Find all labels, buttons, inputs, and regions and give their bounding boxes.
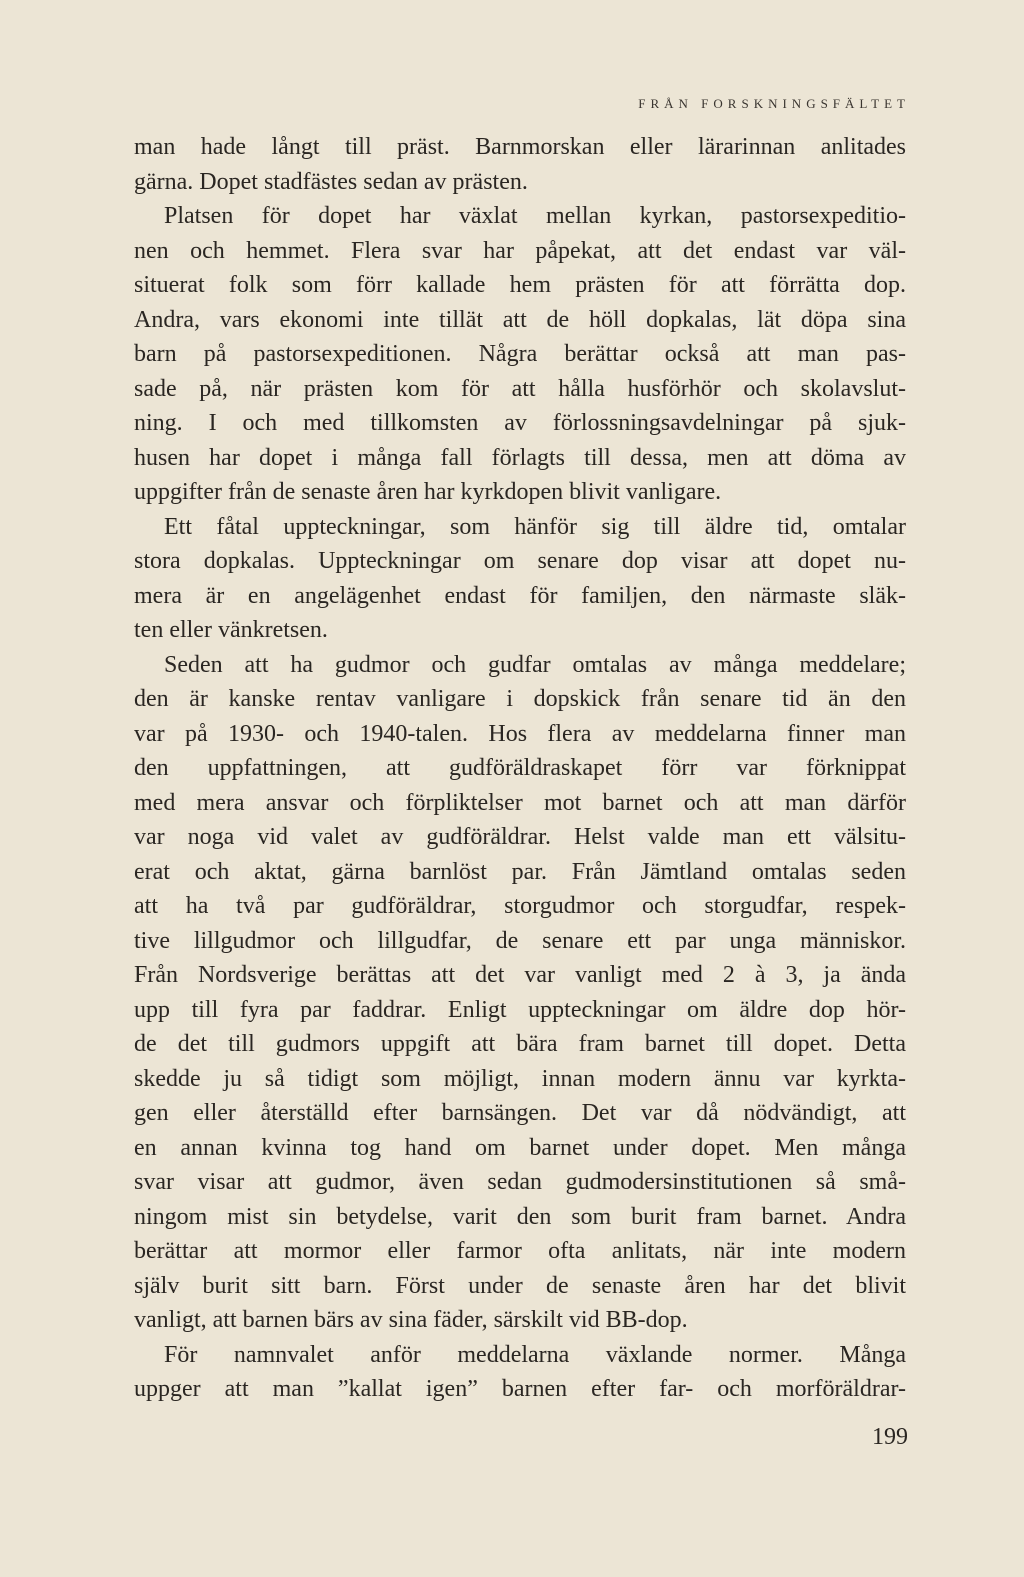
text-line: med mera ansvar och förpliktelser mot barnet och att man därför [134, 789, 906, 816]
text-line: sade på, när prästen kom för att hålla husförhör och skolavslut- [134, 375, 906, 402]
text-line: nen och hemmet. Flera svar har påpekat, att det endast var väl- [134, 237, 906, 264]
text-line: gen eller återställd efter barnsängen. Det var då nödvändigt, att [134, 1100, 906, 1126]
text-line: svar visar att gudmor, även sedan gudmodersinstitutionen så små- [134, 1169, 906, 1195]
text-line: vanligt, att barnen bärs av sina fäder, särskilt vid BB-dop. [134, 1307, 688, 1333]
page-number: 199 [872, 1424, 908, 1450]
text-line: berättar att mormor eller farmor ofta anlitats, när inte modern [134, 1238, 906, 1264]
text-line: Andra, vars ekonomi inte tillät att de höll dopkalas, lät döpa sina [134, 306, 906, 333]
text-line: ningom mist sin betydelse, varit den som burit fram barnet. Andra [134, 1203, 906, 1230]
text-line: den är kanske rentav vanligare i dopskick från senare tid än den [134, 686, 906, 712]
text-line: barn på pastorsexpeditionen. Några berättar också att man pas- [134, 341, 906, 367]
text-line: Från Nordsverige berättas att det var vanligt med 2 à 3, ja ända [134, 962, 906, 988]
text-line: de det till gudmors uppgift att bära fram barnet till dopet. Detta [134, 1031, 906, 1057]
text-line: stora dopkalas. Uppteckningar om senare dop visar att dopet nu- [134, 548, 906, 574]
text-line: upp till fyra par faddrar. Enligt uppteckningar om äldre dop hör- [134, 996, 906, 1023]
running-head: FRÅN FORSKNINGSFÄLTET [638, 96, 910, 111]
text-line: skedde ju så tidigt som möjligt, innan modern ännu var kyrkta- [134, 1065, 906, 1092]
text-line: Ett fåtal uppteckningar, som hänför sig till äldre tid, omtalar [164, 513, 906, 540]
text-line: situerat folk som förr kallade hem prästen för att förrätta dop. [134, 272, 906, 298]
text-line: erat och aktat, gärna barnlöst par. Från Jämtland omtalas seden [134, 858, 906, 885]
text-line: uppger att man ”kallat igen” barnen efter far- och morföräldrar- [134, 1376, 906, 1402]
text-line: en annan kvinna tog hand om barnet under dopet. Men många [134, 1134, 906, 1161]
text-line: man hade långt till präst. Barnmorskan eller lärarinnan anlitades [134, 134, 906, 160]
text-line: Platsen för dopet har växlat mellan kyrkan, pastorsexpeditio- [164, 203, 906, 229]
text-line: ten eller vänkretsen. [134, 617, 328, 643]
text-line: Seden att ha gudmor och gudfar omtalas av många meddelare; [164, 651, 906, 678]
text-line: För namnvalet anför meddelarna växlande normer. Många [164, 1341, 906, 1368]
text-line: att ha två par gudföräldrar, storgudmor och storgudfar, respek- [134, 893, 906, 919]
text-line: husen har dopet i många fall förlagts till dessa, men att döma av [134, 444, 906, 471]
text-line: gärna. Dopet stadfästes sedan av prästen. [134, 168, 528, 195]
text-line: själv burit sitt barn. Först under de senaste åren har det blivit [134, 1272, 906, 1299]
body-text [134, 130, 906, 1407]
text-line: var på 1930- och 1940-talen. Hos flera av meddelarna finner man [134, 720, 906, 747]
text-line: tive lillgudmor och lillgudfar, de senare ett par unga människor. [134, 927, 906, 954]
text-line: uppgifter från de senaste åren har kyrkdopen blivit vanligare. [134, 479, 722, 505]
text-line: den uppfattningen, att gudföräldraskapet förr var förknippat [134, 755, 906, 781]
text-line: mera är en angelägenhet endast för familjen, den närmaste släk- [134, 582, 906, 609]
text-line: var noga vid valet av gudföräldrar. Helst valde man ett välsitu- [134, 824, 906, 850]
text-line: ning. I och med tillkomsten av förlossningsavdelningar på sjuk- [134, 410, 906, 436]
